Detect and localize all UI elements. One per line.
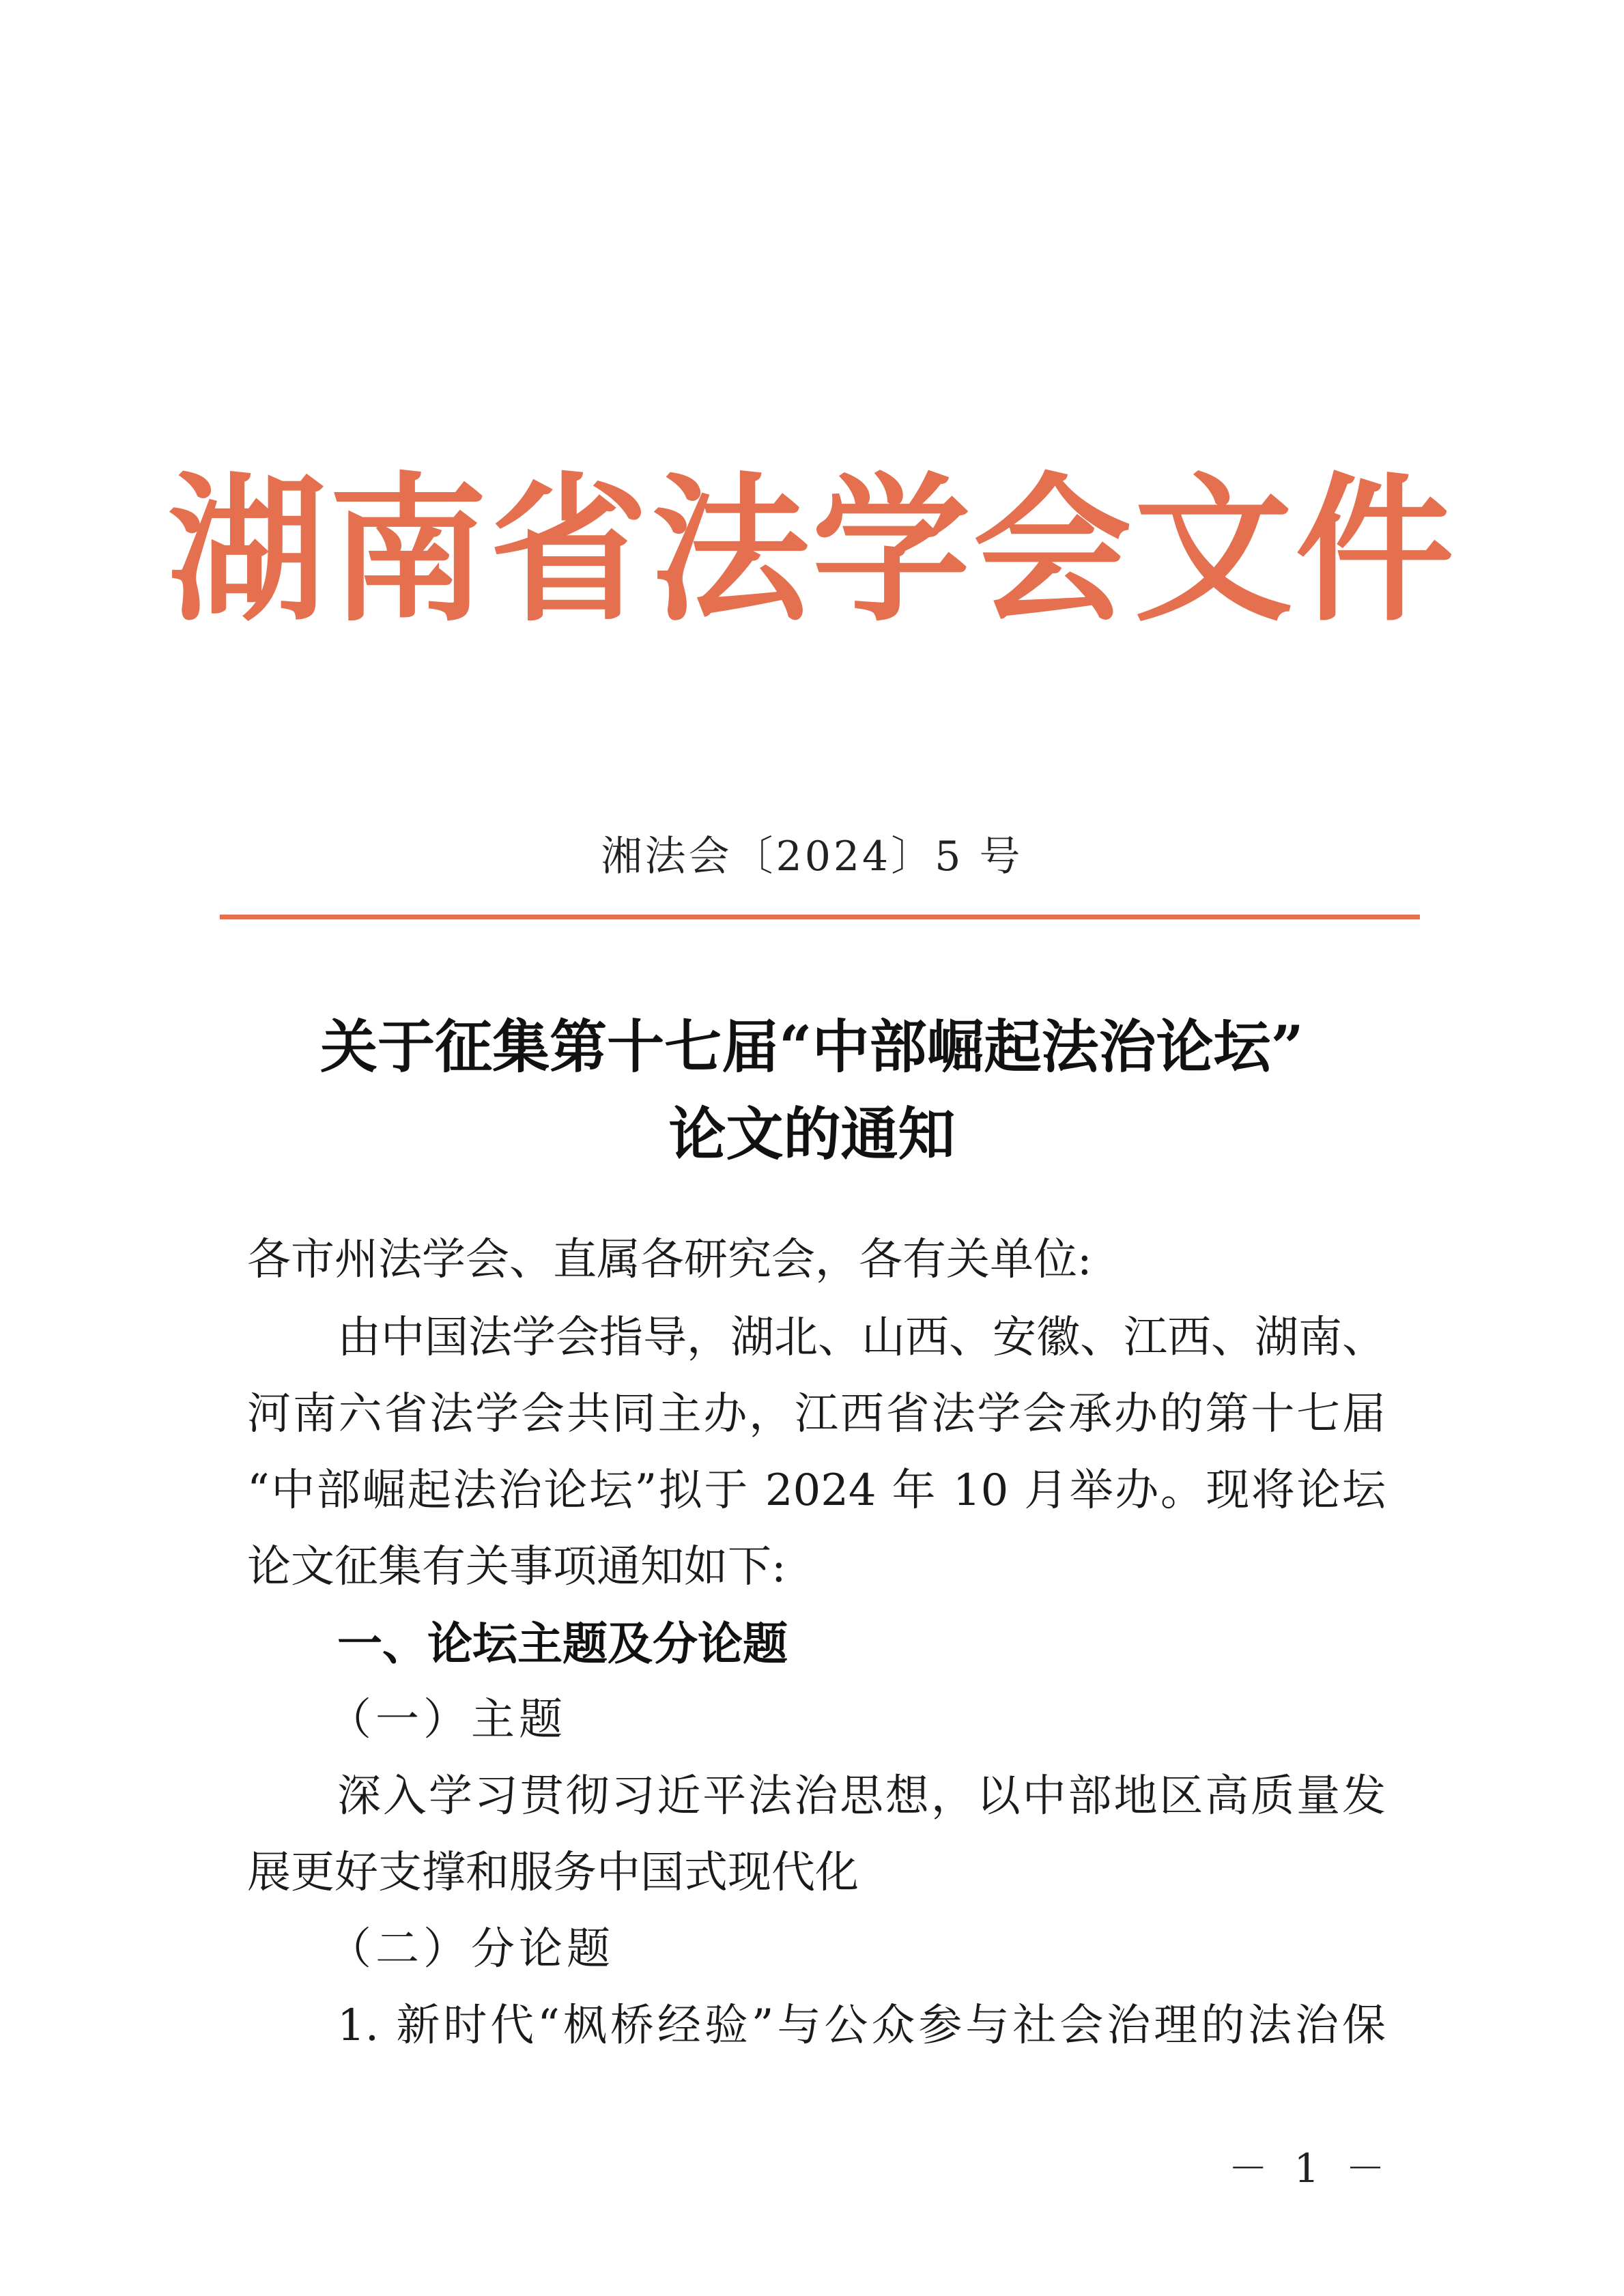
intro-paragraph-line: 由中国法学会指导，湖北、山西、安徽、江西、湖南、 [337, 1312, 1386, 1363]
red-separator-line [220, 915, 1420, 919]
section-heading-1: 一、论坛主题及分论题 [337, 1618, 788, 1670]
topic-item-1: 1. 新时代“枫桥经验”与公众参与社会治理的法治保 [337, 2000, 1386, 2051]
notice-title-line-1: 关于征集第十七届“中部崛起法治论坛” [320, 1013, 1304, 1080]
notice-title-line-2: 论文的通知 [668, 1100, 956, 1168]
theme-line: 深入学习贯彻习近平法治思想，以中部地区高质量发 [337, 1771, 1386, 1822]
intro-paragraph-line: 论文征集有关事项通知如下: [247, 1542, 786, 1592]
page-number: － 1 － [1228, 2145, 1392, 2192]
org-document-header: 湖南省法学会文件 [167, 457, 1457, 643]
intro-paragraph-line: 河南六省法学会共同主办，江西省法学会承办的第十七届 [247, 1389, 1386, 1439]
subsection-heading-topics: （二）分论题 [328, 1924, 614, 1975]
document-number: 湘法会〔2024〕5 号 [601, 833, 1023, 880]
subsection-heading-theme: （一）主题 [328, 1695, 567, 1745]
theme-line: 展更好支撑和服务中国式现代化 [247, 1848, 859, 1898]
intro-paragraph-line: “中部崛起法治论坛”拟于 2024 年 10 月举办。现将论坛 [247, 1465, 1386, 1516]
salutation: 各市州法学会、直属各研究会，各有关单位: [247, 1235, 1092, 1285]
